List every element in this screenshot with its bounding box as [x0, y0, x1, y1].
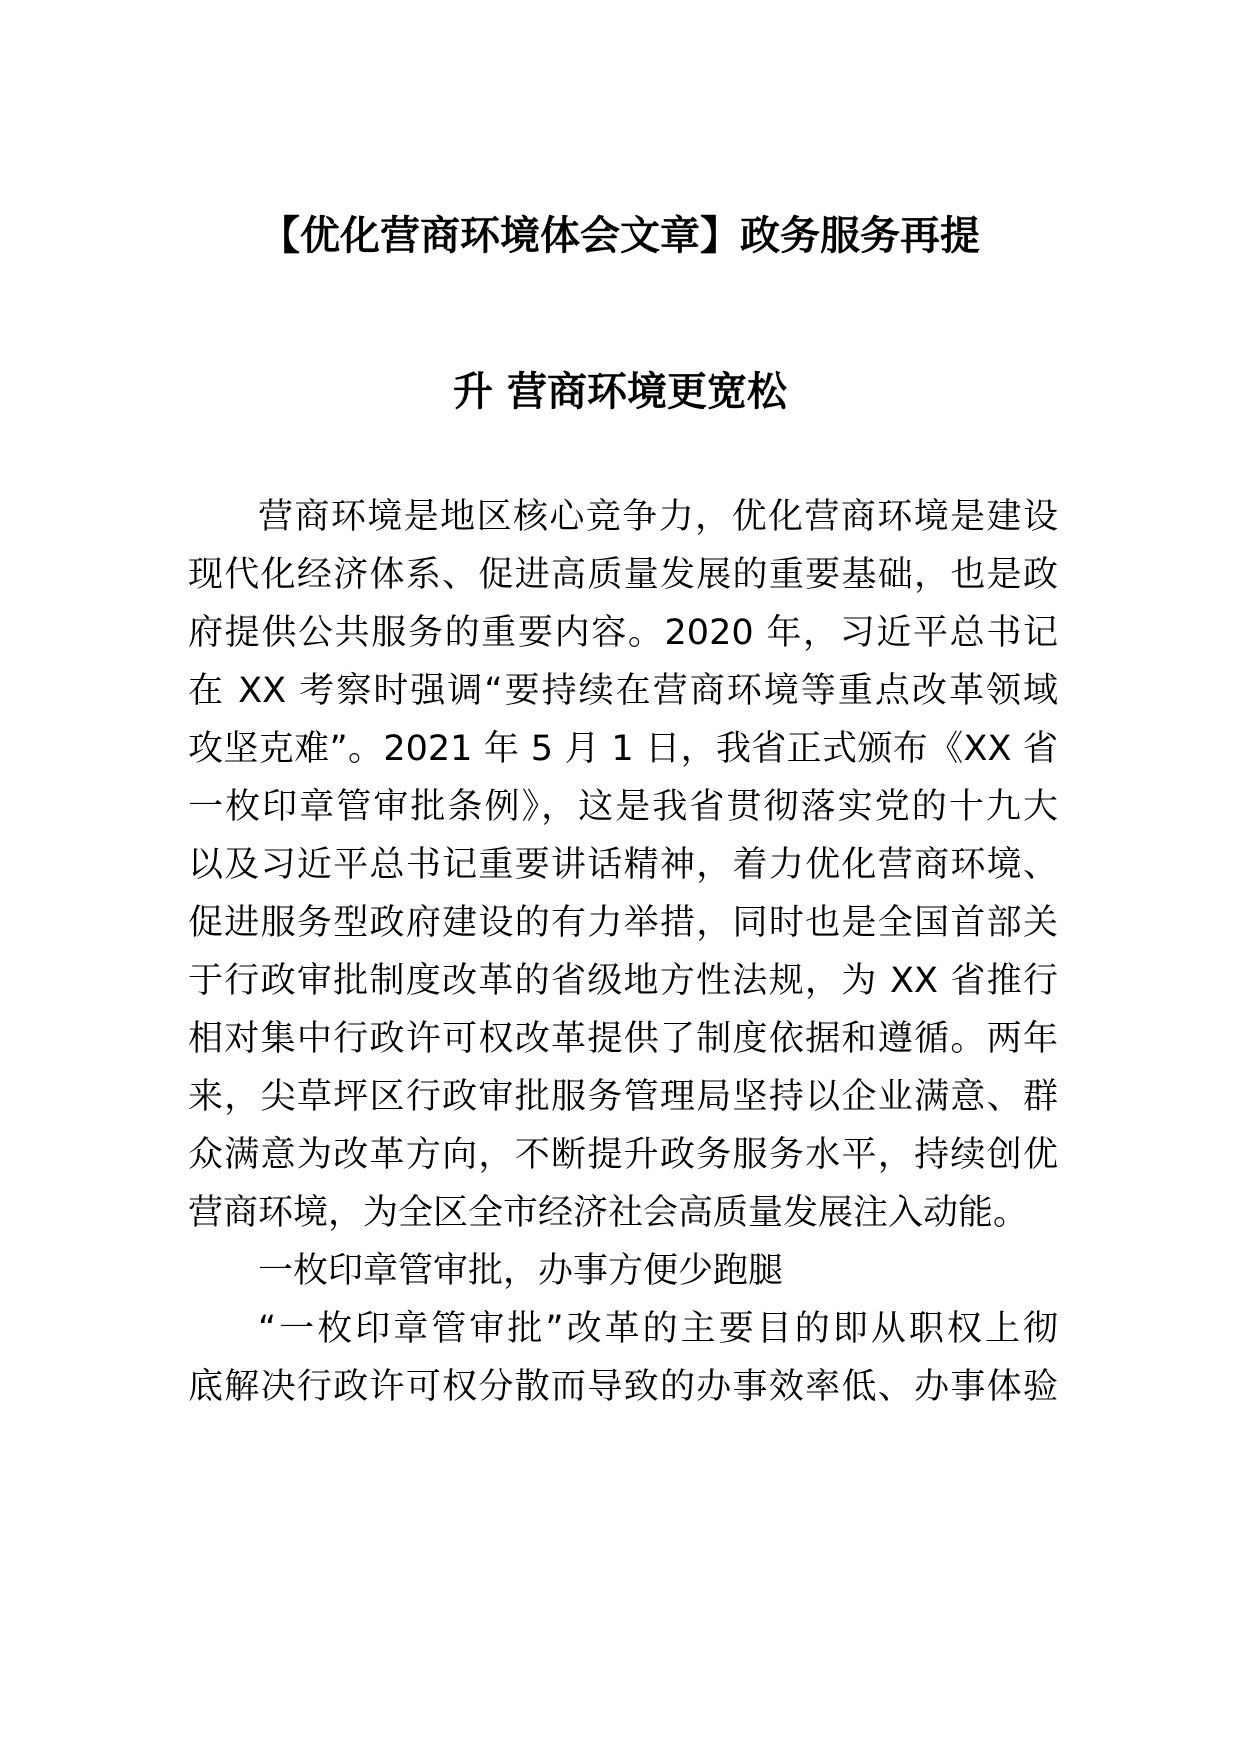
paragraph-1-line: 现代化经济体系、促进高质量发展的重要基础，也是政: [188, 555, 1058, 595]
paragraph-1-line: 营商环境是地区核心竞争力，优化营商环境是建设: [258, 497, 1058, 537]
paragraph-1-line: 以及习近平总书记重要讲话精神，着力优化营商环境、: [188, 845, 1058, 885]
paragraph-1-line: 府提供公共服务的重要内容。2020 年，习近平总书记: [188, 613, 1058, 653]
paragraph-1-line: 营商环境，为全区全市经济社会高质量发展注入动能。: [188, 1193, 1029, 1233]
paragraph-1-line: 来，尖草坪区行政审批服务管理局坚持以企业满意、群: [188, 1077, 1058, 1117]
paragraph-1-line: 于行政审批制度改革的省级地方性法规，为 XX 省推行: [188, 961, 1058, 1001]
paragraph-2-line: 底解决行政许可权分散而导致的办事效率低、办事体验: [188, 1367, 1058, 1407]
document-title-line-2: 升 营商环境更宽松: [453, 369, 787, 415]
document-title-line-1: 【优化营商环境体会文章】政务服务再提: [260, 213, 980, 259]
section-heading: 一枚印章管审批，办事方便少跑腿: [258, 1251, 784, 1291]
paragraph-1-line: 众满意为改革方向，不断提升政务服务水平，持续创优: [188, 1135, 1058, 1175]
paragraph-1-line: 相对集中行政许可权改革提供了制度依据和遵循。两年: [188, 1019, 1058, 1059]
paragraph-1-line: 促进服务型政府建设的有力举措，同时也是全国首部关: [188, 903, 1058, 943]
paragraph-1-line: 攻坚克难”。2021 年 5 月 1 日，我省正式颁布《XX 省: [188, 729, 1058, 769]
paragraph-1-line: 一枚印章管审批条例》，这是我省贯彻落实党的十九大: [188, 787, 1058, 827]
paragraph-2-line: “一枚印章管审批”改革的主要目的即从职权上彻: [258, 1309, 1058, 1349]
paragraph-1-line: 在 XX 考察时强调“要持续在营商环境等重点改革领域: [188, 671, 1058, 711]
